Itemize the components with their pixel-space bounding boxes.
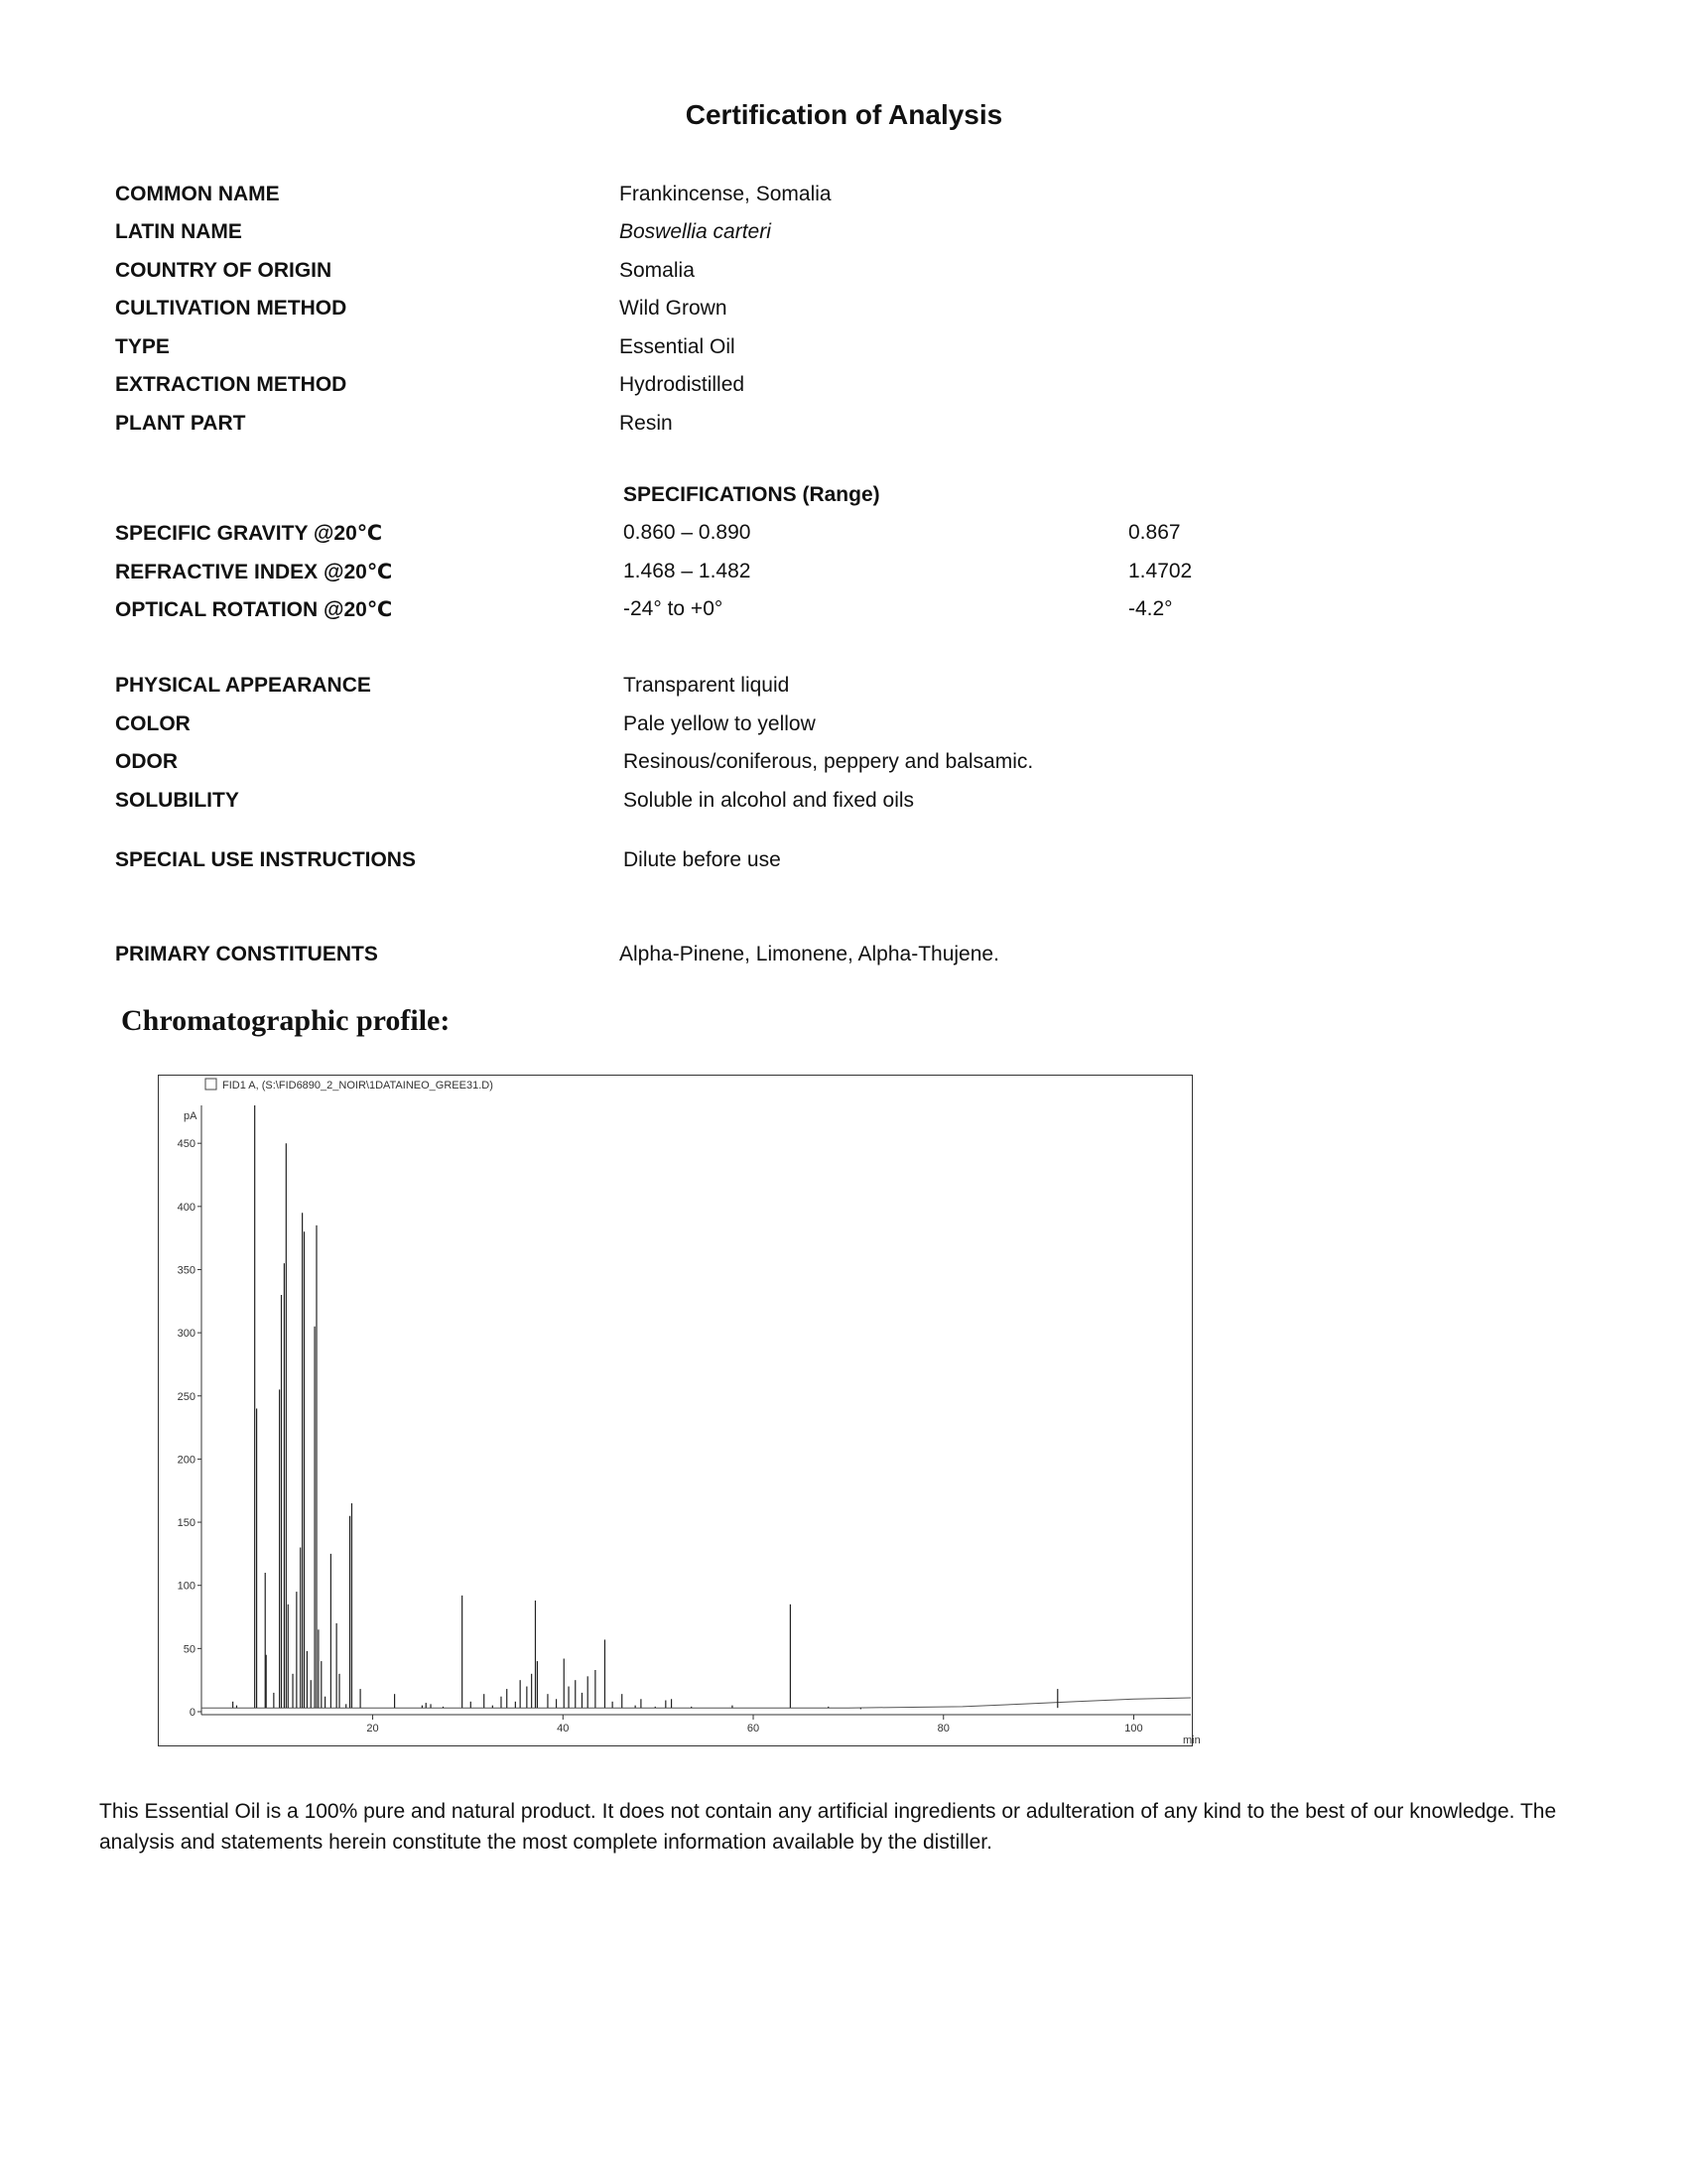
specific-gravity-actual: 0.867 [1128, 521, 1181, 544]
constituents-value: Alpha-Pinene, Limonene, Alpha-Thujene. [619, 943, 999, 965]
y-tick-label: 150 [177, 1517, 195, 1530]
special-use-label: SPECIAL USE INSTRUCTIONS [115, 848, 416, 871]
color-value: Pale yellow to yellow [623, 712, 816, 735]
country-value: Somalia [619, 259, 695, 282]
latin-name-value: Boswellia carteri [619, 220, 771, 243]
constituents-label: PRIMARY CONSTITUENTS [115, 943, 378, 965]
chromatogram-chart [158, 1075, 1201, 1746]
y-axis-unit: pA [184, 1110, 197, 1122]
refractive-index-label: REFRACTIVE INDEX @20℃ [115, 561, 393, 583]
specific-gravity-label: SPECIFIC GRAVITY @20℃ [115, 522, 383, 545]
x-tick-label: 100 [1124, 1723, 1143, 1734]
common-name-value: Frankincense, Somalia [619, 183, 832, 205]
chart-title: FID1 A, (S:\FID6890_2_NOIR\1DATAINEO_GREE31.D) [222, 1080, 493, 1092]
y-tick-label: 400 [177, 1201, 195, 1214]
plant-part-label: PLANT PART [115, 412, 246, 435]
x-axis-unit: min [1183, 1734, 1201, 1746]
special-use-value: Dilute before use [623, 848, 781, 871]
refractive-index-range: 1.468 – 1.482 [623, 560, 751, 582]
plant-part-value: Resin [619, 412, 673, 435]
y-tick-label: 250 [177, 1390, 195, 1403]
x-tick-label: 40 [557, 1723, 570, 1734]
y-tick-label: 450 [177, 1138, 195, 1151]
x-tick-label: 20 [366, 1723, 379, 1734]
y-tick-label: 50 [183, 1643, 195, 1656]
specifications-header: SPECIFICATIONS (Range) [623, 483, 880, 506]
solubility-label: SOLUBILITY [115, 789, 239, 812]
appearance-label: PHYSICAL APPEARANCE [115, 674, 371, 697]
optical-rotation-actual: -4.2° [1128, 597, 1173, 620]
type-label: TYPE [115, 335, 170, 358]
y-tick-label: 350 [177, 1264, 195, 1277]
x-tick-label: 80 [937, 1723, 950, 1734]
specific-gravity-range: 0.860 – 0.890 [623, 521, 751, 544]
chromatogram-svg [159, 1076, 1201, 1747]
document-title: Certification of Analysis [685, 99, 1003, 130]
y-tick-label: 200 [177, 1454, 195, 1467]
appearance-value: Transparent liquid [623, 674, 790, 697]
common-name-label: COMMON NAME [115, 183, 280, 205]
refractive-index-actual: 1.4702 [1128, 560, 1193, 582]
x-tick-label: 60 [746, 1723, 760, 1734]
chromatogram-heading: Chromatographic profile: [121, 1004, 451, 1037]
latin-name-label: LATIN NAME [115, 220, 242, 243]
country-label: COUNTRY OF ORIGIN [115, 259, 332, 282]
odor-value: Resinous/coniferous, peppery and balsamic. [623, 750, 1034, 773]
optical-rotation-range: -24° to +0° [623, 597, 723, 620]
y-tick-label: 300 [177, 1328, 195, 1341]
optical-rotation-label: OPTICAL ROTATION @20℃ [115, 598, 393, 621]
solubility-value: Soluble in alcohol and fixed oils [623, 789, 915, 812]
y-tick-label: 0 [189, 1707, 195, 1719]
legend-checkbox [205, 1079, 216, 1090]
color-label: COLOR [115, 712, 191, 735]
extraction-value: Hydrodistilled [619, 373, 745, 396]
y-tick-label: 100 [177, 1580, 195, 1593]
odor-label: ODOR [115, 750, 178, 773]
purity-statement: This Essential Oil is a 100% pure and natural product. It does not contain any artificial ingredients or adulteration of any kind to the best of our knowledge. The analysis and statements herein constitute the most complete information available by the distiller. [99, 1800, 1557, 1854]
extraction-label: EXTRACTION METHOD [115, 373, 347, 396]
cultivation-label: CULTIVATION METHOD [115, 297, 347, 320]
type-value: Essential Oil [619, 335, 735, 358]
cultivation-value: Wild Grown [619, 297, 727, 320]
